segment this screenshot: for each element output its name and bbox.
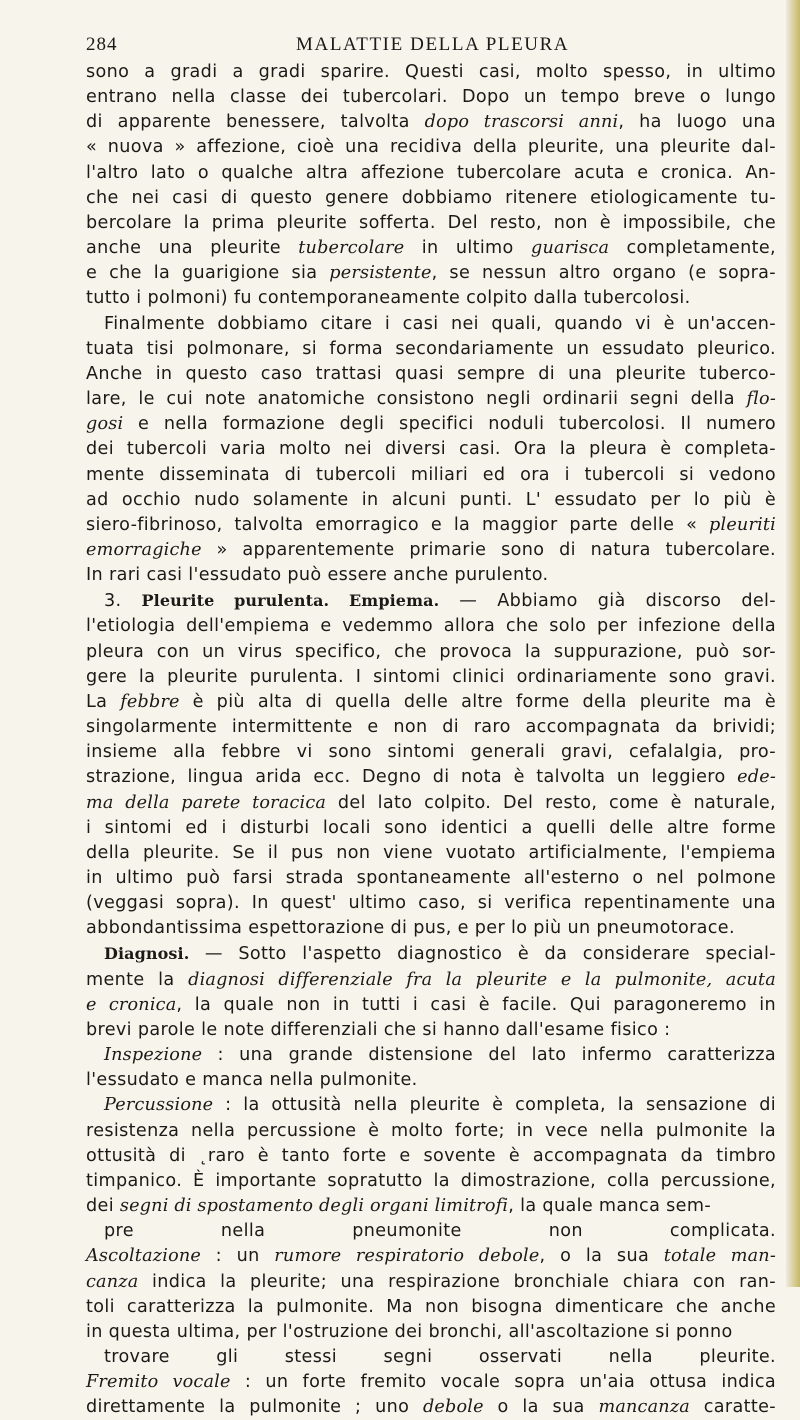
text-line xyxy=(86,110,776,135)
text-run: indica la pleurite; una respirazione bronchiale chiara con ran- xyxy=(138,1271,776,1292)
italic-run: dopo trascorsi anni xyxy=(424,112,619,133)
text-line xyxy=(86,1345,776,1370)
text-run: mente la xyxy=(86,969,189,990)
text-line xyxy=(86,1194,776,1219)
text-run: l'essudato e manca nella pulmonite. xyxy=(86,1070,418,1091)
italic-run: gosi xyxy=(86,414,124,435)
text-run: tutto i polmoni) fu contemporaneamente colpito dalla tubercolosi. xyxy=(86,288,691,309)
text-run: strazione, lingua arida ecc. Degno di nota è talvolta un leggiero xyxy=(86,767,738,788)
text-run: Anche in questo caso trattasi quasi sempre di una pleurite tuberco- xyxy=(86,363,776,384)
text-line xyxy=(86,1119,776,1144)
italic-run: segni di spostamento degli organi limitrofi xyxy=(119,1196,509,1217)
text-line xyxy=(86,538,776,563)
text-run: anche una pleurite xyxy=(86,238,299,259)
text-line xyxy=(86,337,776,362)
italic-run: febbre xyxy=(120,691,180,712)
text-line xyxy=(86,1320,776,1345)
text-line xyxy=(86,186,776,211)
text-run: La xyxy=(86,691,121,712)
text-line xyxy=(86,715,776,740)
text-line xyxy=(86,816,776,841)
text-run: : la ottusità nella pleurite è completa, la sensazione di xyxy=(213,1095,776,1116)
text-run: i sintomi ed i disturbi locali sono identici a quelli delle altre forme xyxy=(86,817,776,838)
text-run: In rari casi l'essudato può essere anche purulento. xyxy=(86,565,549,586)
text-run: Finalmente dobbiamo citare i casi nei quali, quando vi è un'accen- xyxy=(104,313,776,334)
running-header xyxy=(86,34,776,56)
text-run: sono a gradi a gradi sparire. Questi casi, molto spesso, in ultimo xyxy=(86,62,776,82)
text-line xyxy=(86,1144,776,1169)
text-line xyxy=(86,387,776,412)
italic-run: ma della parete toracica xyxy=(86,792,327,813)
text-line xyxy=(86,261,776,286)
text-run: : un forte fremito vocale sopra un'aia ottusa indica xyxy=(230,1372,776,1393)
text-line xyxy=(86,1295,776,1320)
text-line xyxy=(86,740,776,765)
text-line xyxy=(86,60,776,85)
text-line xyxy=(86,488,776,513)
text-run: dei tubercoli varia molto nei diversi casi. Ora la pleura è completa- xyxy=(86,439,776,460)
text-line xyxy=(86,1169,776,1194)
italic-run: diagnosi differenziale fra la pleurite e la pulmonite, acuta xyxy=(188,969,776,990)
text-line xyxy=(86,968,776,993)
running-title: MALATTIE DELLA PLEURA xyxy=(296,34,570,55)
text-line xyxy=(86,513,776,538)
text-run: lare, le cui note anatomiche consistono negli ordinarii segni della xyxy=(86,389,747,410)
text-run: pre nella pneumonite non complicata. xyxy=(104,1221,776,1242)
text-line xyxy=(86,362,776,387)
italic-run: rumore respiratorio debole xyxy=(274,1246,540,1267)
italic-run: Inspezione xyxy=(104,1045,203,1066)
text-line xyxy=(86,665,776,690)
text-run: in ultimo può farsi strada spontaneamente all'esterno o nel polmone xyxy=(86,868,776,888)
italic-run: mancanza xyxy=(598,1397,690,1418)
text-run: : una grande distensione del lato infermo caratterizza xyxy=(202,1045,776,1066)
text-line xyxy=(86,563,776,588)
text-line xyxy=(86,437,776,462)
bold-heading: Pleurite purulenta. Empiema. xyxy=(141,591,440,611)
text-run: siero-fibrinoso, talvolta emorragico e la maggior parte delle « xyxy=(86,514,710,535)
italic-run: emorragiche xyxy=(86,539,202,560)
text-run: , o la sua xyxy=(539,1246,664,1267)
text-line xyxy=(86,1093,776,1118)
text-run: (veggasi sopra). In quest' ultimo caso, si verifica repentinamente una xyxy=(86,893,776,914)
text-line xyxy=(86,312,776,337)
text-line xyxy=(86,614,776,639)
text-line xyxy=(86,236,776,261)
text-run: tuata tisi polmonare, si forma secondariamente un essudato pleurico. xyxy=(86,338,776,359)
italic-run: persistente xyxy=(329,263,432,284)
text-run: » apparentemente primarie sono di natura tubercolare. xyxy=(201,539,776,560)
text-line xyxy=(86,941,776,967)
text-run: — Abbiamo già discorso del- xyxy=(439,591,776,612)
text-line xyxy=(86,463,776,488)
text-line xyxy=(86,1370,776,1395)
text-run: ad occhio nudo solamente in alcuni punti. L' essudato per lo più è xyxy=(86,489,776,510)
text-run: , la quale manca sem- xyxy=(508,1196,712,1217)
text-run: dei xyxy=(86,1196,120,1217)
text-run: gere la pleurite purulenta. I sintomi clinici ordinariamente sono gravi. xyxy=(86,666,776,687)
text-run: 3. xyxy=(104,591,142,612)
italic-run: Ascoltazione xyxy=(86,1246,201,1267)
text-line xyxy=(86,1270,776,1295)
italic-run: e cronica xyxy=(86,994,177,1015)
text-line xyxy=(86,1244,776,1269)
text-run: e che la guarigione sia xyxy=(86,263,330,284)
text-line xyxy=(86,211,776,236)
text-line xyxy=(86,1395,776,1420)
text-run: in questa ultima, per l'ostruzione dei bronchi, all'ascoltazione si ponno xyxy=(86,1321,733,1342)
text-line xyxy=(86,161,776,186)
text-line xyxy=(86,791,776,816)
text-line xyxy=(86,1219,776,1244)
text-run: resistenza nella percussione è molto forte; in vece nella pulmonite la xyxy=(86,1120,776,1141)
text-run: ottusità di ˛raro è tanto forte e sovente è accompagnata da timbro xyxy=(86,1145,776,1166)
text-line xyxy=(86,1068,776,1093)
text-run: entrano nella classe dei tubercolari. Dopo un tempo breve o lungo xyxy=(86,87,776,108)
text-line xyxy=(86,765,776,790)
text-run: pleura con un virus specifico, che provoca la suppurazione, può sor- xyxy=(86,641,776,662)
text-line xyxy=(86,1043,776,1068)
bold-heading: Diagnosi. xyxy=(104,944,190,964)
text-run: è più alta di quella delle altre forme della pleurite ma è xyxy=(179,691,776,712)
text-run: completamente, xyxy=(609,238,776,259)
italic-run: totale man- xyxy=(663,1246,776,1267)
text-run: l'altro lato o qualche altra affezione tubercolare acuta e cronica. An- xyxy=(86,162,776,183)
text-run: abbondantissima espettorazione di pus, e per lo più un pneumotorace. xyxy=(86,918,735,939)
text-run: e nella formazione degli specifici noduli tubercolosi. Il numero xyxy=(123,414,776,435)
text-run: trovare gli stessi segni osservati nella pleurite. xyxy=(104,1346,776,1367)
text-run: , la quale non in tutti i casi è facile. Qui paragoneremo in xyxy=(176,994,776,1015)
italic-run: flo- xyxy=(746,389,776,410)
text-run: o la sua xyxy=(483,1397,599,1418)
text-run: caratte- xyxy=(690,1397,777,1418)
text-run: toli caratterizza la pulmonite. Ma non bisogna dimenticare che anche xyxy=(86,1296,776,1317)
italic-run: Fremito vocale xyxy=(86,1372,231,1393)
page-edge-shadow xyxy=(786,0,800,1287)
text-run: l'etiologia dell'empiema e vedemmo allora che solo per infezione della xyxy=(86,616,776,637)
italic-run: guarisca xyxy=(531,238,610,259)
text-run: , ha luogo una xyxy=(618,112,776,133)
text-line xyxy=(86,1018,776,1043)
text-run: — Sotto l'aspetto diagnostico è da considerare special- xyxy=(189,944,776,965)
body-text xyxy=(86,60,776,1420)
text-line xyxy=(86,588,776,614)
text-run: insieme alla febbre vi sono sintomi generali gravi, cefalalgia, pro- xyxy=(86,742,776,763)
italic-run: debole xyxy=(422,1397,484,1418)
page-number: 284 xyxy=(86,34,118,55)
text-run: della pleurite. Se il pus non viene vuotato artificialmente, l'empiema xyxy=(86,842,776,863)
text-line xyxy=(86,640,776,665)
text-line xyxy=(86,286,776,311)
italic-run: canza xyxy=(86,1271,139,1292)
italic-run: ede- xyxy=(737,767,776,788)
text-line xyxy=(86,690,776,715)
text-run: « nuova » affezione, cioè una recidiva della pleurite, una pleurite dal- xyxy=(86,137,776,158)
text-run: che nei casi di questo genere dobbiamo ritenere etiologicamente tu- xyxy=(86,187,776,208)
text-run: timpanico. È importante sopratutto la dimostrazione, colla percussione, xyxy=(86,1170,776,1191)
text-run: : un xyxy=(201,1246,275,1267)
text-line xyxy=(86,866,776,891)
italic-run: Percussione xyxy=(104,1095,214,1116)
text-run: , se nessun altro organo (e sopra- xyxy=(431,263,777,284)
text-run: brevi parole le note differenziali che si hanno dall'esame fisico : xyxy=(86,1019,671,1040)
text-line xyxy=(86,993,776,1018)
text-run: di apparente benessere, talvolta xyxy=(86,112,425,133)
italic-run: pleuriti xyxy=(709,514,776,535)
text-line xyxy=(86,135,776,160)
text-run: direttamente la pulmonite ; uno xyxy=(86,1397,423,1418)
text-run: mente disseminata di tubercoli miliari ed ora i tubercoli si vedono xyxy=(86,464,776,485)
text-line xyxy=(86,841,776,866)
text-run: in ultimo xyxy=(404,238,532,259)
text-line xyxy=(86,891,776,916)
text-line xyxy=(86,916,776,941)
text-line xyxy=(86,412,776,437)
text-run: del lato colpito. Del resto, come è naturale, xyxy=(326,792,777,813)
text-line xyxy=(86,85,776,110)
text-run: singolarmente intermittente e non di raro accompagnata da brividi; xyxy=(86,717,776,738)
text-run: bercolare la prima pleurite sofferta. Del resto, non è impossibile, che xyxy=(86,212,776,233)
italic-run: tubercolare xyxy=(298,238,405,259)
